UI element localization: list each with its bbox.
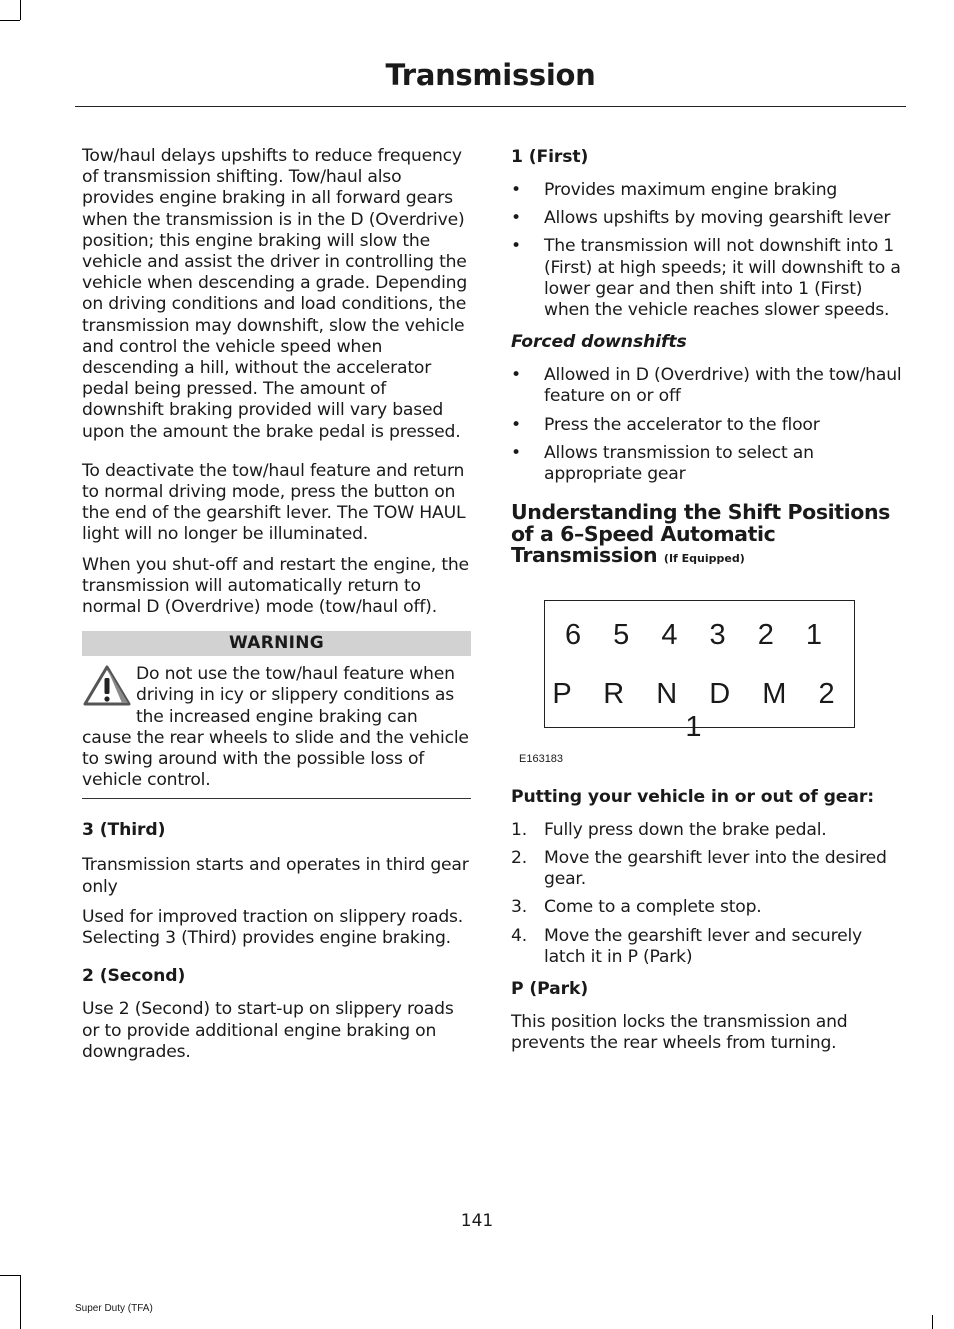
list-item-text: Move the gearshift lever and securely latch it in P (Park)	[544, 925, 862, 967]
heading-first: 1 (First)	[511, 147, 589, 167]
left-column	[82, 146, 471, 1063]
heading-forced-downshifts: Forced downshifts	[511, 332, 687, 353]
gear-steps-list	[511, 820, 904, 968]
crop-mark	[20, 1275, 21, 1329]
list-item-text: Provides maximum engine braking	[544, 180, 838, 200]
shift-positions-figure	[544, 600, 855, 743]
warning-box	[82, 664, 471, 799]
third-paragraph-2: Used for improved traction on slippery roads. Selecting 3 (Third) provides engine braking.	[82, 906, 464, 949]
crop-mark	[932, 1315, 933, 1329]
list-item-text: Come to a complete stop.	[544, 897, 762, 918]
list-item	[511, 820, 904, 841]
list-item	[511, 897, 904, 918]
tow-haul-paragraph: Tow/haul delays upshifts to reduce frequency of transmission shifting. Tow/haul also provides engine braking in all forward gears when the transmission is in the D (Overdrive) position; this engine braking will slow the vehicle and assist the driver in controlling the vehicle when descending a grade. Depending on driving conditions and load conditions, the transmission may downshift, slow the vehicle and control the vehicle speed when descending a hill, without the accelerator pedal being pressed. The amount of downshift braking provided will vary based upon the amount the brake pedal is pressed.	[82, 146, 468, 442]
list-item	[511, 415, 904, 436]
list-item-text: Move the gearshift lever into the desired gear.	[544, 847, 887, 890]
title-rule	[75, 106, 906, 107]
first-bullet-list	[511, 180, 904, 321]
step-number: 3.	[511, 897, 527, 918]
heading-understanding-note: (If Equipped)	[663, 552, 745, 566]
list-item	[511, 848, 904, 890]
restart-paragraph: When you shut-off and restart the engine, the transmission will automatically return to normal D (Overdrive) mode (tow/haul off).	[82, 554, 469, 618]
figure-id: E163183	[519, 752, 564, 765]
crop-mark	[20, 0, 21, 20]
page-title: Transmission	[385, 58, 596, 92]
list-item	[511, 365, 904, 407]
list-item-text: Allows transmission to select an appropriate gear	[544, 442, 814, 485]
second-paragraph: Use 2 (Second) to start-up on slippery roads or to provide additional engine braking on downgrades.	[82, 999, 454, 1062]
list-item	[511, 180, 904, 201]
list-item-text: Allowed in D (Overdrive) with the tow/haul feature on or off	[544, 365, 902, 407]
warning-triangle-icon	[82, 664, 132, 708]
list-item-text: Fully press down the brake pedal.	[544, 819, 827, 840]
bullet-mark: •	[511, 414, 521, 435]
heading-understanding	[511, 502, 904, 570]
gear-numbers-row: 6 5 4 3 2 1	[564, 618, 835, 651]
list-item-text: The transmission will not downshift into 1 (First) at high speeds; it will downshift to a lower gear and then shift into 1 (First) when the vehicle reaches slower speeds.	[544, 236, 901, 321]
list-item-text: Allows upshifts by moving gearshift lever	[544, 208, 891, 229]
crop-mark	[0, 1275, 20, 1276]
forced-bullet-list	[511, 365, 904, 485]
warning-text: Do not use the tow/haul feature when driving in icy or slippery conditions as the increased engine braking can cause the rear wheels to slide and the vehicle to swing around with the possible loss of vehicle control.	[82, 664, 469, 791]
deactivate-paragraph: To deactivate the tow/haul feature and return to normal driving mode, press the button on the end of the gearshift lever. The TOW HAUL light will no longer be illuminated.	[82, 460, 466, 545]
list-item	[511, 926, 904, 968]
step-number: 4.	[511, 925, 527, 946]
step-number: 1.	[511, 819, 527, 840]
warning-heading: WARNING	[82, 631, 471, 656]
third-paragraph-1: Transmission starts and operates in third gear only	[82, 855, 469, 897]
page-number: 141	[460, 1211, 494, 1231]
bullet-mark: •	[511, 208, 521, 229]
bullet-mark: •	[511, 236, 521, 257]
bullet-mark: •	[511, 442, 521, 463]
heading-putting-in-gear: Putting your vehicle in or out of gear:	[511, 786, 874, 807]
list-item	[511, 208, 904, 229]
bullet-mark: •	[511, 365, 521, 386]
list-item	[511, 443, 904, 485]
heading-third: 3 (Third)	[82, 820, 166, 841]
step-number: 2.	[511, 847, 527, 868]
prndm-row: P R N D M 2 1	[552, 677, 847, 743]
list-item-text: Press the accelerator to the floor	[544, 414, 820, 435]
right-column	[511, 146, 904, 1054]
park-paragraph: This position locks the transmission and prevents the rear wheels from turning.	[511, 1011, 848, 1054]
heading-park: P (Park)	[511, 978, 589, 999]
crop-mark	[0, 20, 20, 21]
bullet-mark: •	[511, 180, 521, 200]
list-item	[511, 236, 904, 321]
footer-label: Super Duty (TFA)	[75, 1303, 153, 1314]
heading-second: 2 (Second)	[82, 966, 186, 987]
heading-understanding-text: Understanding the Shift Positions of a 6–Speed Automatic Transmission	[511, 500, 890, 568]
